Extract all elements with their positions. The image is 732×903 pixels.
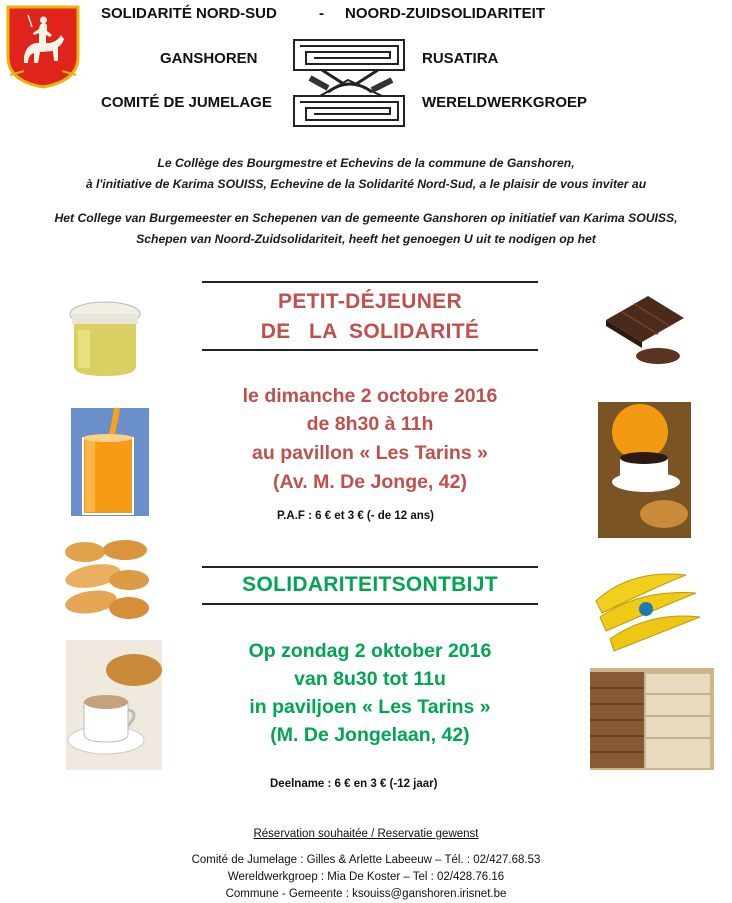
header-title-fr: SOLIDARITÉ NORD-SUD xyxy=(101,5,277,22)
reservation-heading: Réservation souhaitée / Reservatie gewenst xyxy=(253,828,479,840)
divider-top-nl xyxy=(202,566,538,568)
coffee-orange-image xyxy=(598,402,691,538)
header-rusatira: RUSATIRA xyxy=(422,50,499,67)
event-nl-venue: in paviljoen « Les Tarins » xyxy=(249,696,491,718)
intro-fr-line1: Le Collège des Bourgmestre et Echevins de la commune de Ganshoren, xyxy=(157,156,575,170)
event-fr-venue: au pavillon « Les Tarins » xyxy=(252,442,488,464)
event-fr-fee: P.A.F : 6 € et 3 € (- de 12 ans) xyxy=(277,510,435,522)
header-dash: - xyxy=(319,5,324,22)
divider-bottom-nl xyxy=(202,603,538,605)
event-fr-time: de 8h30 à 11h xyxy=(306,413,434,435)
coffee-croissant-image xyxy=(66,640,162,770)
event-nl-date: Op zondag 2 oktober 2016 xyxy=(248,640,492,662)
intro-nl-line2: Schepen van Noord-Zuidsolidariteit, heeft het genoegen U uit te nodigen op het xyxy=(136,232,596,246)
contact-jumelage: Comité de Jumelage : Gilles & Arlette Labeeuw – Tél. : 02/427.68.53 xyxy=(191,854,541,866)
event-fr-date: le dimanche 2 octobre 2016 xyxy=(242,385,498,407)
event-fr-title-line1: PETIT-DÉJEUNER xyxy=(278,290,462,313)
intro-nl-line1: Het College van Burgemeester en Schepenen van de gemeente Ganshoren op initiatief van Karima SOUISS, xyxy=(54,211,678,225)
header-wereldwerkgroep: WERELDWERKGROEP xyxy=(422,94,587,111)
croissants-image xyxy=(63,538,151,626)
event-nl-time: van 8u30 tot 11u xyxy=(294,668,446,690)
contact-wereldwerkgroep: Wereldwerkgroep : Mia De Koster – Tel : 02/428.76.16 xyxy=(227,871,505,883)
intro-fr-line2: à l'initiative de Karima SOUISS, Echevine de la Solidarité Nord-Sud, a le plaisir de vous inviter au xyxy=(85,177,647,191)
chocolate-image xyxy=(602,290,686,368)
handshake-maze-logo xyxy=(292,38,410,130)
header-title-nl: NOORD-ZUIDSOLIDARITEIT xyxy=(345,5,545,22)
event-nl-title: SOLIDARITEITSONTBIJT xyxy=(242,573,498,596)
header-ganshoren: GANSHOREN xyxy=(160,50,258,67)
header-comite-jumelage: COMITÉ DE JUMELAGE xyxy=(101,94,272,111)
orange-juice-image xyxy=(71,408,149,516)
bread-image xyxy=(590,668,714,770)
event-fr-address: (Av. M. De Jonge, 42) xyxy=(273,471,467,493)
ganshoren-coat-of-arms xyxy=(6,5,80,89)
contact-commune: Commune - Gemeente : ksouiss@ganshoren.irisnet.be xyxy=(225,888,507,900)
divider-bottom-fr xyxy=(202,349,538,351)
divider-top-fr xyxy=(202,281,538,283)
event-nl-fee: Deelname : 6 € en 3 € (-12 jaar) xyxy=(270,778,438,790)
event-nl-address: (M. De Jongelaan, 42) xyxy=(270,724,470,746)
honey-jar-image xyxy=(68,300,142,378)
bananas-image xyxy=(590,565,702,653)
event-fr-title-line2: DE LA SOLIDARITÉ xyxy=(260,320,480,343)
